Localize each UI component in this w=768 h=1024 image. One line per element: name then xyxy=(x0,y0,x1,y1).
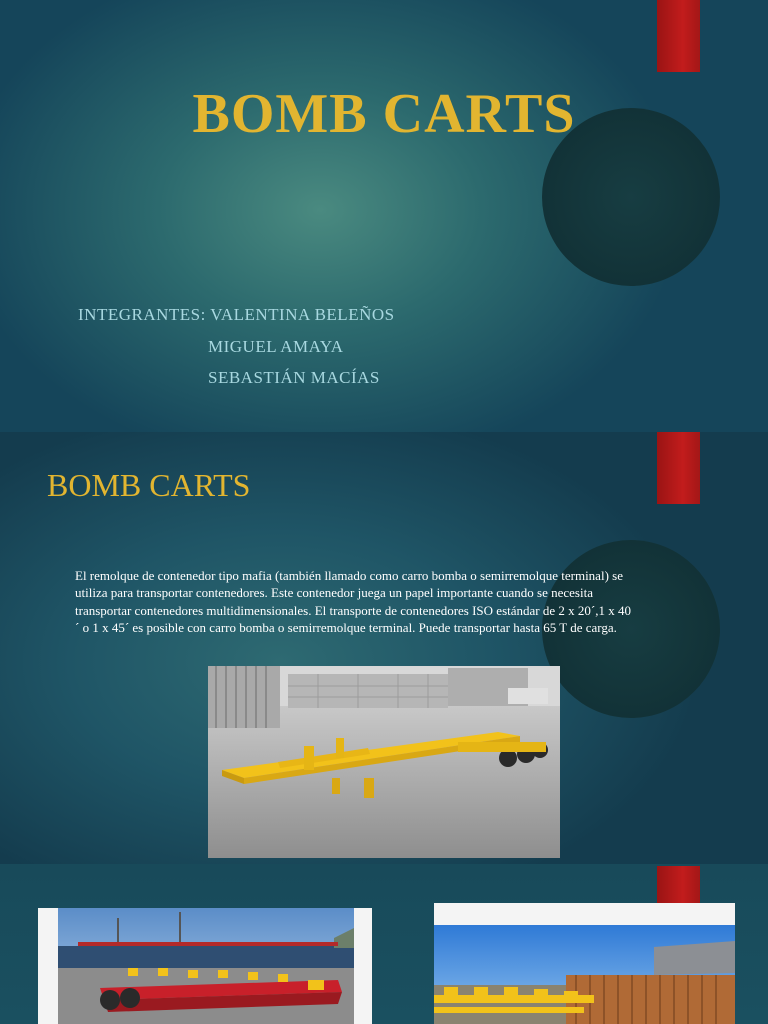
title-slide xyxy=(0,0,768,432)
trailer-photo-yard xyxy=(208,666,560,858)
trailer-photo-port xyxy=(38,908,372,1024)
member-name: MIGUEL AMAYA xyxy=(208,337,344,356)
yellow-trailer-image xyxy=(208,666,560,858)
trailer-photo-depot xyxy=(434,903,735,1024)
section-title: BOMB CARTS xyxy=(47,467,251,503)
red-accent-bar xyxy=(657,866,700,906)
description-paragraph: El remolque de contenedor tipo mafia (también llamado como carro bomba o semirremolque terminal) se utiliza para transportar contenedores. Este contenedor juega un papel importante cuando se necesita transportar contenedores multidimensionales. El transporte de contenedores ISO estándar de 2 x 20´,1 x 40´ o 1 x 45´ es posible con carro bomba o semirremolque terminal. Puede transportar hasta 65 T de carga. xyxy=(75,568,631,635)
member-name: SEBASTIÁN MACÍAS xyxy=(208,368,380,387)
yellow-trailers-image xyxy=(434,903,735,1024)
slide-title: BOMB CARTS xyxy=(192,83,576,145)
red-accent-bar xyxy=(657,432,700,504)
red-accent-bar xyxy=(657,0,700,72)
red-trailer-image xyxy=(38,908,372,1024)
members-label: INTEGRANTES: VALENTINA BELEÑOS xyxy=(78,305,395,324)
